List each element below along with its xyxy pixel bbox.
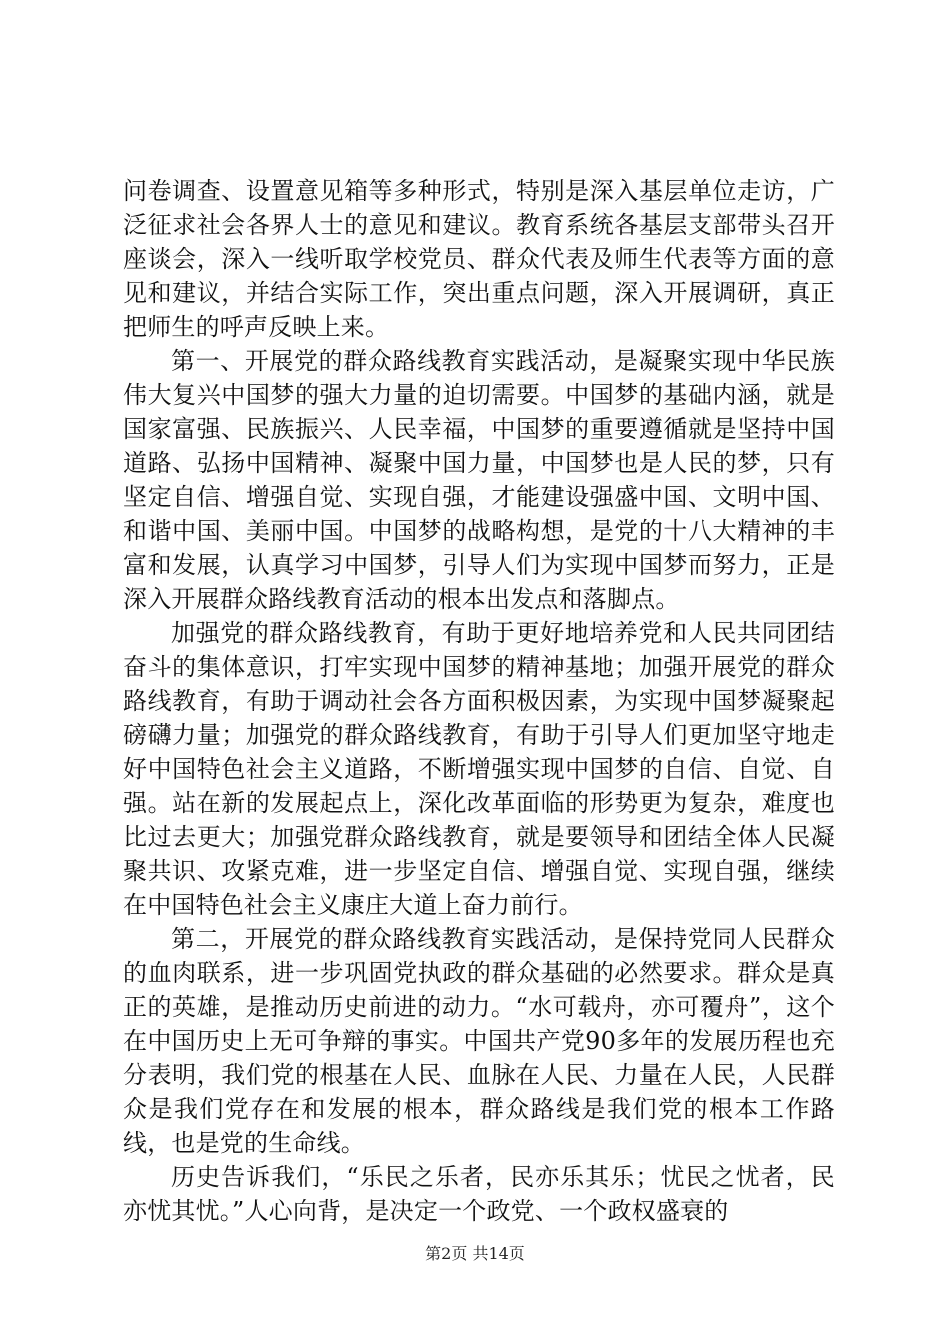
paragraph-1: 问卷调查、设置意见箱等多种形式，特别是深入基层单位走访，广泛征求社会各界人士的意见和建议。教育系统各基层支部带头召开座谈会，深入一线听取学校党员、群众代表及师生代表等方面的意见和建议，并结合实际工作，突出重点问题，深入开展调研，真正把师生的呼声反映上来。 xyxy=(123,177,835,341)
page-footer: 第2页 共14页 xyxy=(425,1244,525,1263)
document-body xyxy=(123,174,835,1228)
paragraph-5: 历史告诉我们，“乐民之乐者，民亦乐其乐；忧民之忧者，民亦忧其忧。”人心向背，是决定一个政党、一个政权盛衰的 xyxy=(123,1163,835,1225)
paragraph-3: 加强党的群众路线教育，有助于更好地培养党和人民共同团结奋斗的集体意识，打牢实现中国梦的精神基地；加强开展党的群众路线教育，有助于调动社会各方面积极因素，为实现中国梦凝聚起磅礴力量；加强党的群众路线教育，有助于引导人们更加坚守地走好中国特色社会主义道路，不断增强实现中国梦的自信、自觉、自强。站在新的发展起点上，深化改革面临的形势更为复杂，难度也比过去更大；加强党群众路线教育，就是要领导和团结全体人民凝聚共识、攻紧克难，进一步坚定自信、增强自觉、实现自强，继续在中国特色社会主义康庄大道上奋力前行。 xyxy=(123,619,835,919)
paragraph-4: 第二，开展党的群众路线教育实践活动，是保持党同人民群众的血肉联系，进一步巩固党执政的群众基础的必然要求。群众是真正的英雄，是推动历史前进的动力。“水可载舟，亦可覆舟”，这个在中国历史上无可争辩的事实。中国共产党90多年的发展历程也充分表明，我们党的根基在人民、血脉在人民、力量在人民，人民群众是我们党存在和发展的根本，群众路线是我们党的根本工作路线，也是党的生命线。 xyxy=(123,925,835,1157)
paragraph-2: 第一、开展党的群众路线教育实践活动，是凝聚实现中华民族伟大复兴中国梦的强大力量的迫切需要。中国梦的基础内涵，就是国家富强、民族振兴、人民幸福，中国梦的重要遵循就是坚持中国道路、弘扬中国精神、凝聚中国力量，中国梦也是人民的梦，只有坚定自信、增强自觉、实现自强，才能建设强盛中国、文明中国、和谐中国、美丽中国。中国梦的战略构想，是党的十八大精神的丰富和发展，认真学习中国梦，引导人们为实现中国梦而努力，正是深入开展群众路线教育活动的根本出发点和落脚点。 xyxy=(123,347,835,613)
